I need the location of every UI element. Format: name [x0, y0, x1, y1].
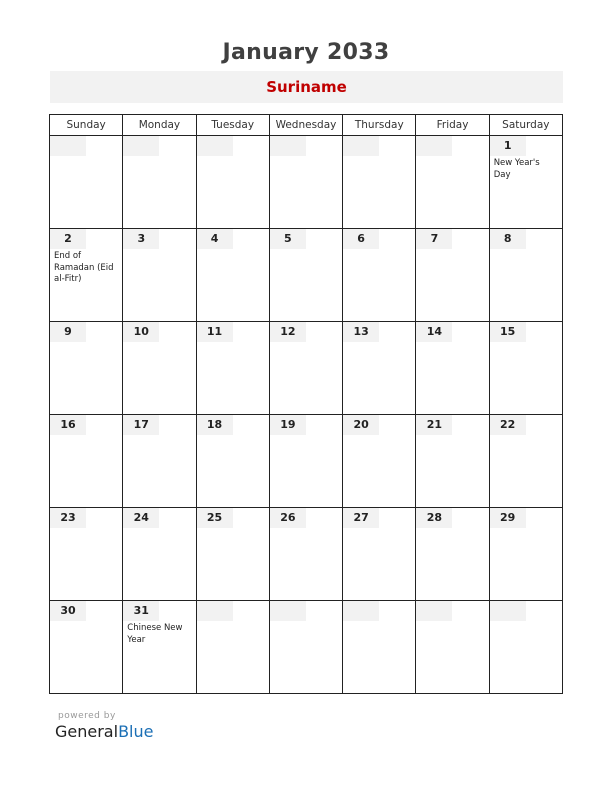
weekday-sunday: Sunday — [50, 115, 123, 136]
day-cell — [269, 229, 342, 322]
day-cell — [343, 415, 416, 508]
day-cell — [269, 136, 342, 229]
brand-general: General — [55, 722, 119, 741]
page-title: January 2033 — [222, 40, 390, 65]
day-cell — [343, 508, 416, 601]
day-cell — [416, 322, 489, 415]
day-number: 18 — [197, 415, 233, 435]
day-cell — [196, 601, 269, 694]
calendar-grid — [49, 114, 563, 694]
day-number — [270, 601, 306, 621]
day-cell — [269, 415, 342, 508]
day-cell — [123, 136, 196, 229]
day-cell — [489, 601, 562, 694]
day-number: 4 — [197, 229, 233, 249]
weekday-wednesday: Wednesday — [269, 115, 342, 136]
day-cell — [489, 136, 562, 229]
holiday-label: New Year's Day — [493, 158, 540, 180]
day-number: 3 — [123, 229, 159, 249]
day-cell — [50, 415, 123, 508]
day-cell — [196, 415, 269, 508]
day-cell — [123, 415, 196, 508]
day-number: 19 — [270, 415, 306, 435]
day-number — [197, 601, 233, 621]
country-name: Suriname — [266, 78, 347, 96]
day-number — [416, 136, 452, 156]
day-cell — [50, 136, 123, 229]
day-number: 14 — [416, 322, 452, 342]
week-row — [50, 136, 563, 229]
day-number: 10 — [123, 322, 159, 342]
day-number: 16 — [50, 415, 86, 435]
week-row — [50, 601, 563, 694]
day-number: 28 — [416, 508, 452, 528]
day-cell — [343, 322, 416, 415]
day-number — [343, 136, 379, 156]
day-number: 8 — [490, 229, 526, 249]
week-row — [50, 229, 563, 322]
day-cell — [123, 229, 196, 322]
day-number: 9 — [50, 322, 86, 342]
day-cell — [269, 322, 342, 415]
day-number — [343, 601, 379, 621]
day-number: 29 — [490, 508, 526, 528]
day-number — [50, 136, 86, 156]
week-row — [50, 415, 563, 508]
day-cell — [416, 601, 489, 694]
day-cell — [196, 322, 269, 415]
day-number — [197, 136, 233, 156]
day-cell — [196, 136, 269, 229]
day-cell — [489, 322, 562, 415]
day-number: 13 — [343, 322, 379, 342]
holiday-label: Chinese New Year — [127, 623, 183, 645]
day-cell — [123, 322, 196, 415]
day-cell — [489, 415, 562, 508]
day-number: 20 — [343, 415, 379, 435]
week-row — [50, 508, 563, 601]
generalblue-logo[interactable] — [55, 722, 153, 741]
day-number: 25 — [197, 508, 233, 528]
day-number: 7 — [416, 229, 452, 249]
day-cell — [50, 322, 123, 415]
day-cell — [416, 415, 489, 508]
day-number: 17 — [123, 415, 159, 435]
weekday-tuesday: Tuesday — [196, 115, 269, 136]
day-number: 2 — [50, 229, 86, 249]
day-cell — [123, 601, 196, 694]
day-number: 31 — [123, 601, 159, 621]
day-number — [490, 601, 526, 621]
day-cell — [416, 136, 489, 229]
day-number — [416, 601, 452, 621]
day-cell — [50, 229, 123, 322]
weekday-header-row — [50, 115, 563, 136]
day-cell — [343, 229, 416, 322]
day-cell — [416, 508, 489, 601]
day-number: 11 — [197, 322, 233, 342]
weekday-friday: Friday — [416, 115, 489, 136]
holiday-label: End of Ramadan (Eid al-Fitr) — [54, 251, 114, 284]
day-number: 1 — [490, 136, 526, 156]
day-number: 6 — [343, 229, 379, 249]
day-number — [123, 136, 159, 156]
day-number: 30 — [50, 601, 86, 621]
weekday-saturday: Saturday — [489, 115, 562, 136]
day-number: 23 — [50, 508, 86, 528]
day-cell — [196, 508, 269, 601]
day-cell — [123, 508, 196, 601]
day-cell — [489, 229, 562, 322]
day-cell — [489, 508, 562, 601]
week-row — [50, 322, 563, 415]
day-cell — [196, 229, 269, 322]
day-number: 21 — [416, 415, 452, 435]
day-number: 5 — [270, 229, 306, 249]
weekday-thursday: Thursday — [343, 115, 416, 136]
day-cell — [269, 508, 342, 601]
day-number: 15 — [490, 322, 526, 342]
day-number: 26 — [270, 508, 306, 528]
day-number — [270, 136, 306, 156]
day-cell — [343, 601, 416, 694]
country-banner — [50, 71, 563, 103]
day-cell — [343, 136, 416, 229]
day-number: 22 — [490, 415, 526, 435]
weekday-monday: Monday — [123, 115, 196, 136]
day-number: 24 — [123, 508, 159, 528]
powered-by-text: powered by — [58, 711, 116, 721]
day-cell — [416, 229, 489, 322]
day-number: 27 — [343, 508, 379, 528]
day-cell — [50, 508, 123, 601]
day-cell — [50, 601, 123, 694]
day-cell — [269, 601, 342, 694]
brand-blue: Blue — [118, 722, 154, 741]
day-number: 12 — [270, 322, 306, 342]
